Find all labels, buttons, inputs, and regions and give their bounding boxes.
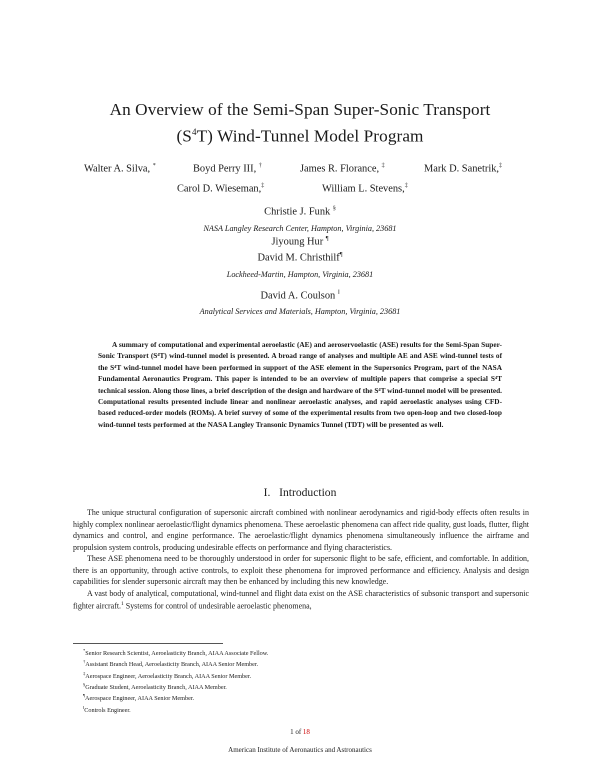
- title-superscript: 4: [191, 127, 197, 137]
- body-text: [73, 507, 529, 613]
- title-line-2: $(S^4T)$ Wind-Tunnel Model Program: [176, 126, 424, 146]
- author-funk: Christie J. Funk §: [264, 206, 336, 218]
- citation-1: 1: [121, 601, 124, 608]
- abstract: A summary of computational and experimental aeroelastic (AE) and aeroservoelastic (ASE) results for the Semi-Span Super-Sonic Transport (S⁴T) wind-tunnel model is presented. A broad range of analyses and multiple AE and ASE wind-tunnel tests of the S⁴T wind-tunnel model have been performed in support of the ASE element in the Supersonics Program, part of the NASA Fundamental Aeronautics Program. This paper is intended to be an overview of multiple papers that comprise a special S⁴T technical session. Along those lines, a brief description of the design and hardware of the S⁴T wind-tunnel model will be presented. Computational results presented include linear and nonlinear aeroelastic analyses, and rapid aeroelastic analyses using CFD-based reduced-order models (ROMs). A brief survey of some of the experimental results from two open-loop and two closed-loop wind-tunnel tests performed at the NASA Langley Transonic Dynamics Tunnel (TDT) will be presented as well.: [98, 340, 502, 429]
- footnote-4: §Graduate Student, Aeroelasticity Branch, AIAA Member.: [83, 682, 227, 692]
- author-silva: Walter A. Silva, *: [84, 163, 156, 175]
- footnote-rule: [73, 643, 223, 644]
- author-hur: Jiyoung Hur ¶: [271, 236, 329, 248]
- paper-title: [0, 98, 600, 148]
- author-stevens: William L. Stevens,‡: [322, 183, 408, 195]
- affiliation-lockheed: Lockheed-Martin, Hampton, Virginia, 23681: [226, 270, 374, 279]
- total-pages-link[interactable]: 18: [302, 728, 310, 736]
- paragraph-2: These ASE phenomena need to be thoroughly understood in order for supersonic flight to be safe, efficient, and comfortable. In addition, there is an opportunity, through active controls, to exploit these phenomena for improved performance and efficiency. Analysis and design capabilities for slender supersonic aircraft may then be enhanced by including this new knowledge.: [73, 554, 529, 587]
- author-wieseman: Carol D. Wieseman,‡: [177, 183, 265, 195]
- paragraph-1: The unique structural configuration of supersonic aircraft combined with nonlinear aerodynamics and rigid-body effects often results in highly complex nonlinear aeroelastic/flight dynamics phenomena. These aeroelastic phenomena can affect ride quality, gust loads, flutter, flight dynamics and control, and engine performance. The aeroelastic/flight dynamics phenomena simultaneously influence the airframe and propulsion system controls, producing undesirable effects on performance and flying characteristics.: [73, 508, 530, 552]
- section-heading: [0, 486, 600, 499]
- footer-organization: American Institute of Aeronautics and Astronautics: [228, 746, 372, 754]
- footnote-5: ¶Aerospace Engineer, AIAA Senior Member.: [83, 693, 195, 703]
- footnote-2: †Assistant Branch Head, Aeroelasticity Branch, AIAA Senior Member.: [83, 659, 259, 669]
- author-christhilf: David M. Christhilf¶: [257, 252, 343, 264]
- author-perry: Boyd Perry III, †: [193, 163, 262, 175]
- page-number: 1 of 18: [290, 728, 310, 736]
- footnote-6: ‖Controls Engineer.: [83, 704, 131, 714]
- footnote-1: *Senior Research Scientist, Aeroelasticity Branch, AIAA Associate Fellow.: [83, 648, 269, 658]
- footnote-3: ‡Aerospace Engineer, Aeroelasticity Branch, AIAA Senior Member.: [83, 670, 252, 680]
- author-coulson: David A. Coulson ‖: [260, 290, 340, 302]
- affiliation-asm: Analytical Services and Materials, Hampton, Virginia, 23681: [199, 307, 401, 316]
- author-florance: James R. Florance, ‡: [300, 163, 385, 175]
- paragraph-3: A vast body of analytical, computational, wind-tunnel and flight data exist on the ASE characteristics of subsonic transport and supersonic fighter aircraft.$^1$ Systems for control of undesirable aeroelastic phenomena,: [73, 588, 529, 612]
- author-sanetrik: Mark D. Sanetrik,‡: [424, 163, 503, 175]
- section-title: Introduction: [279, 486, 337, 499]
- affiliation-nasa: NASA Langley Research Center, Hampton, Virginia, 23681: [203, 224, 397, 233]
- title-line-1: An Overview of the Semi-Span Super-Sonic Transport: [109, 100, 491, 119]
- footnotes: [73, 647, 529, 715]
- section-number: I.: [263, 486, 271, 499]
